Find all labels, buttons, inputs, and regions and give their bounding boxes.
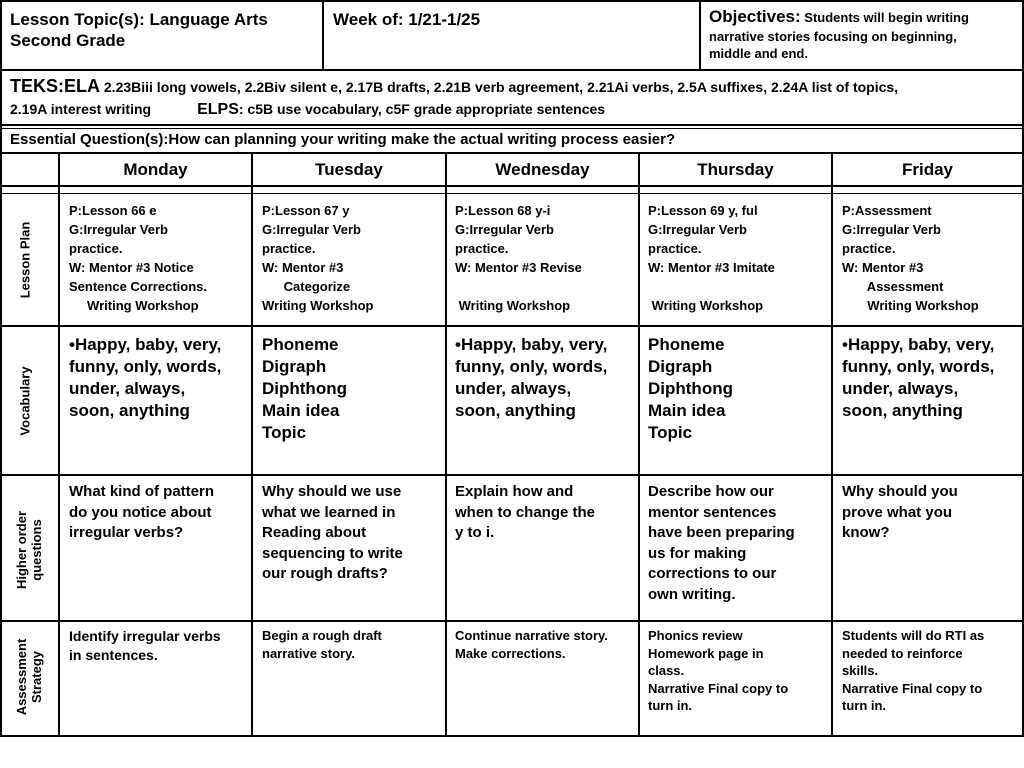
objectives xyxy=(709,7,1021,62)
vocabulary-wednesday: •Happy, baby, very, funny, only, words, under, always, soon, anything xyxy=(455,335,608,420)
higher-order-monday: What kind of pattern do you notice about irregular verbs? xyxy=(69,483,214,541)
higher-order-friday: Why should you prove what you know? xyxy=(842,483,958,541)
row-label-higher-order-2: questions xyxy=(29,519,44,581)
higher-order-thursday: Describe how our mentor sentences have been preparing us for making corrections to our own writing. xyxy=(648,483,795,603)
objectives-label: Objectives: xyxy=(709,7,801,26)
day-header-monday: Monday xyxy=(123,160,188,179)
teks-line-2: 2.19A interest writing xyxy=(10,101,152,117)
day-header-wednesday: Wednesday xyxy=(495,160,590,179)
lesson-topic-line2: Second Grade xyxy=(10,31,126,50)
assessment-tuesday: Begin a rough draft narrative story. xyxy=(262,628,382,661)
elps-text: : c5B use vocabulary, c5F grade appropriate sentences xyxy=(238,101,606,117)
row-label-assessment-2: Strategy xyxy=(29,650,44,704)
lesson-plan-tuesday: P:Lesson 67 y G:Irregular Verb practice. W: Mentor #3 Categorize Writing Workshop xyxy=(262,203,374,313)
week-of: Week of: 1/21-1/25 xyxy=(333,10,481,29)
row-label-assessment xyxy=(14,639,44,716)
day-header-friday: Friday xyxy=(901,160,954,179)
objectives-text-1: Students will begin writing xyxy=(800,10,969,25)
row-label-higher-order-1: Higher order xyxy=(14,510,29,590)
row-label-vocabulary: Vocabulary xyxy=(17,366,33,436)
teks-line-1: 2.23Biii long vowels, 2.2Biv silent e, 2.17B drafts, 2.21B verb agreement, 2.21Ai verbs, 2.5A suffixes, 2.24A list of topics, xyxy=(100,79,899,95)
vocabulary-thursday: Phoneme Digraph Diphthong Main idea Topic xyxy=(648,335,733,442)
day-header-tuesday: Tuesday xyxy=(315,160,383,179)
vocabulary-friday: •Happy, baby, very, funny, only, words, under, always, soon, anything xyxy=(842,335,995,420)
lesson-plan-thursday: P:Lesson 69 y, ful G:Irregular Verb practice. W: Mentor #3 Imitate Writing Workshop xyxy=(648,203,775,313)
teks-label: TEKS:ELA xyxy=(10,76,100,96)
objectives-text-3: middle and end. xyxy=(709,46,808,61)
higher-order-wednesday: Explain how and when to change the y to i. xyxy=(455,483,596,541)
assessment-monday: Identify irregular verbs in sentences. xyxy=(69,628,221,663)
lesson-topic xyxy=(10,9,320,51)
objectives-text-2: narrative stories focusing on beginning, xyxy=(709,29,957,44)
vocabulary-tuesday: Phoneme Digraph Diphthong Main idea Topic xyxy=(262,335,347,442)
lesson-plan-wednesday: P:Lesson 68 y-i G:Irregular Verb practice. W: Mentor #3 Revise Writing Workshop xyxy=(455,203,582,313)
teks-standards xyxy=(10,75,1020,120)
elps-label: ELPS xyxy=(197,101,239,118)
row-label-higher-order xyxy=(14,511,44,589)
essential-question: Essential Question(s):How can planning your writing make the actual writing process easier? xyxy=(10,131,676,148)
lesson-plan-monday: P:Lesson 66 e G:Irregular Verb practice. W: Mentor #3 Notice Sentence Corrections. Writing Workshop xyxy=(69,203,207,313)
day-header-thursday: Thursday xyxy=(697,160,774,179)
assessment-thursday: Phonics review Homework page in class. Narrative Final copy to turn in. xyxy=(648,628,789,713)
row-label-lesson-plan: Lesson Plan xyxy=(17,221,33,299)
assessment-friday: Students will do RTI as needed to reinforce skills. Narrative Final copy to turn in. xyxy=(842,628,985,713)
lesson-topic-line1: Lesson Topic(s): Language Arts xyxy=(10,10,268,29)
assessment-wednesday: Continue narrative story. Make corrections. xyxy=(455,628,608,661)
lesson-plan-friday: P:Assessment G:Irregular Verb practice. W: Mentor #3 Assessment Writing Workshop xyxy=(842,203,979,313)
row-label-assessment-1: Assessment xyxy=(14,638,29,716)
vocabulary-monday: •Happy, baby, very, funny, only, words, under, always, soon, anything xyxy=(69,335,222,420)
higher-order-tuesday: Why should we use what we learned in Reading about sequencing to write our rough drafts? xyxy=(262,483,403,582)
